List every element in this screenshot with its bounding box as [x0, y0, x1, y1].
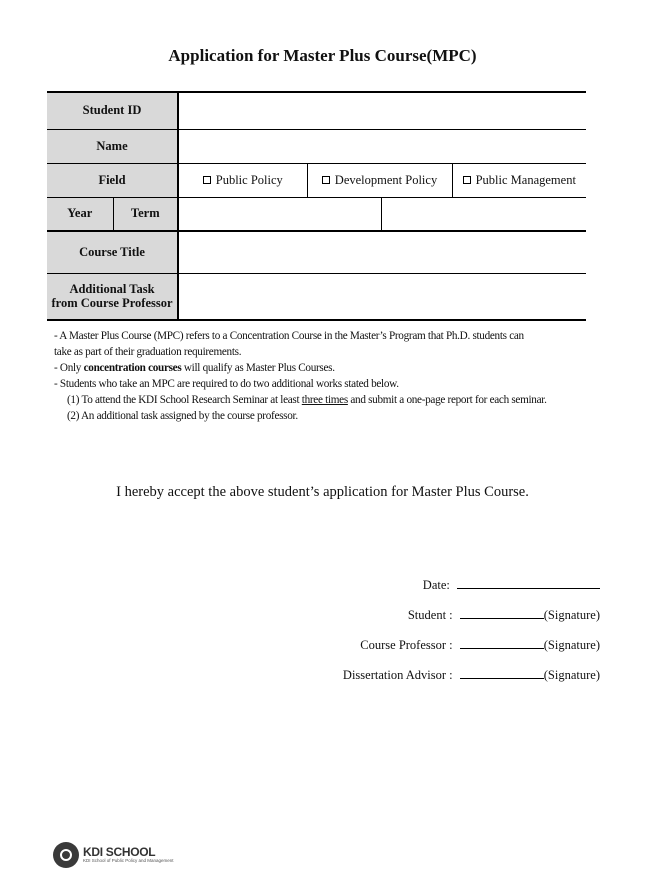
year-label: Year — [47, 197, 113, 231]
advisor-signature-line[interactable] — [460, 666, 544, 679]
note-line: (1) To attend the KDI School Research Seminar at least three times and submit a one-page report for each seminar. — [67, 394, 547, 406]
course-title-field[interactable] — [178, 231, 586, 273]
term-field[interactable] — [381, 197, 586, 231]
student-label: Student : — [407, 608, 453, 622]
checkbox-icon[interactable] — [463, 176, 471, 184]
checkbox-icon[interactable] — [203, 176, 211, 184]
advisor-signature-row: Dissertation Advisor : (Signature) — [342, 668, 600, 682]
year-field[interactable] — [178, 197, 381, 231]
field-option-public-management[interactable]: Public Management — [452, 163, 586, 197]
logo-subtitle: KDI School of Public Policy and Management — [83, 858, 174, 863]
professor-signature-line[interactable] — [460, 636, 544, 649]
additional-task-field[interactable] — [178, 273, 586, 320]
acceptance-statement: I hereby accept the above student’s application for Master Plus Course. — [116, 484, 529, 500]
logo-name: KDI SCHOOL — [83, 845, 156, 859]
student-id-field[interactable] — [178, 92, 586, 129]
field-option-development-policy[interactable]: Development Policy — [307, 163, 452, 197]
application-form — [47, 91, 586, 321]
page-title: Application for Master Plus Course(MPC) — [168, 46, 477, 65]
student-signature-row: Student : (Signature) — [407, 608, 600, 622]
field-label: Field — [47, 163, 178, 197]
date-row — [423, 576, 600, 593]
note-line: take as part of their graduation requirements. — [54, 346, 242, 358]
checkbox-icon[interactable] — [322, 176, 330, 184]
kdi-logo-icon — [53, 842, 79, 868]
professor-signature-row: Course Professor : (Signature) — [360, 638, 600, 652]
professor-label: Course Professor : — [360, 638, 453, 652]
advisor-label: Dissertation Advisor : — [342, 668, 453, 682]
date-label: Date: — [422, 578, 450, 592]
note-line: - A Master Plus Course (MPC) refers to a Concentration Course in the Master’s Program that Ph.D. students can — [54, 330, 524, 342]
name-field[interactable] — [178, 129, 586, 163]
notes — [54, 328, 594, 424]
note-line: - Students who take an MPC are required to do two additional works stated below. — [54, 378, 399, 390]
additional-task-label: Additional Task from Course Professor — [47, 273, 178, 320]
name-label: Name — [47, 129, 178, 163]
student-id-label: Student ID — [47, 92, 178, 129]
term-label: Term — [113, 197, 178, 231]
student-signature-line[interactable] — [460, 606, 544, 619]
course-title-label: Course Title — [47, 231, 178, 273]
note-line: - Only concentration courses will qualify as Master Plus Courses. — [54, 362, 335, 374]
date-line[interactable] — [457, 576, 600, 589]
kdi-school-logo — [53, 842, 174, 868]
field-option-public-policy[interactable]: Public Policy — [178, 163, 307, 197]
note-line: (2) An additional task assigned by the course professor. — [67, 410, 298, 422]
